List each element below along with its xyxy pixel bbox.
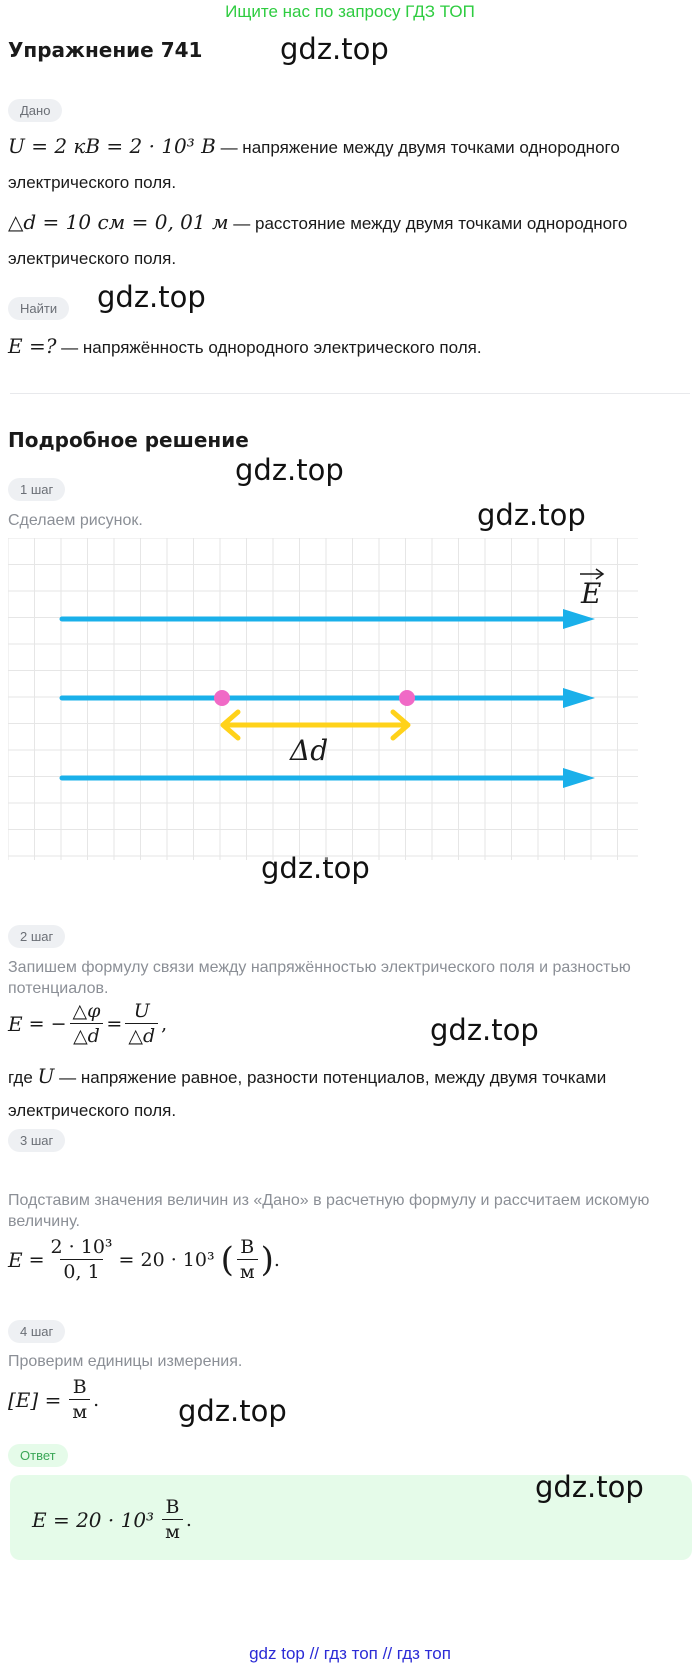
distance-formula: △d = 10 см = 0, 01 м (8, 210, 229, 234)
find-badge: Найти (8, 297, 69, 320)
formula-end: . (273, 1248, 280, 1271)
step1-badge: 1 шаг (8, 478, 65, 501)
where-var: U (37, 1064, 55, 1088)
field-line (62, 688, 595, 708)
fraction (70, 1000, 104, 1047)
e-label: E (581, 577, 602, 610)
step3-badge: 3 шаг (8, 1129, 65, 1152)
step4-text: Проверим единицы измерения. (8, 1353, 243, 1370)
watermark: gdz.top (235, 453, 344, 487)
section-divider (10, 393, 690, 394)
fraction (125, 1000, 158, 1047)
formula-op: = (106, 1012, 123, 1035)
given-voltage (8, 136, 620, 158)
answer-formula (32, 1496, 192, 1543)
step3-text: Подставим значения величин из «Дано» в расчетную формулу и рассчитаем искомую (8, 1192, 650, 1209)
step4-badge: 4 шаг (8, 1320, 65, 1343)
step2-formula (8, 1000, 167, 1047)
answer-badge: Ответ (8, 1444, 68, 1467)
step2-text: Запишем формулу связи между напряжённостью электрического поля и разностью (8, 959, 631, 976)
right-paren: ) (260, 1239, 274, 1280)
unit-fraction (162, 1496, 183, 1543)
voltage-description: — напряжение между двумя точками однородного (220, 138, 620, 157)
formula-left: [E] = (8, 1387, 62, 1412)
formula-op: = 20 · 10³ (118, 1248, 215, 1271)
step2-text-cont: потенциалов. (8, 980, 109, 997)
watermark: gdz.top (280, 32, 389, 66)
numerator: 2 · 10³ (50, 1236, 113, 1258)
watermark: gdz.top (477, 498, 586, 532)
fraction (48, 1236, 116, 1283)
formula-end: . (185, 1508, 192, 1531)
denominator: 0, 1 (60, 1259, 102, 1283)
field-line (62, 609, 595, 629)
point-a (214, 690, 230, 706)
formula-op: = − (28, 1012, 67, 1035)
step2-where (8, 1066, 606, 1088)
numerator: △φ (72, 1000, 101, 1022)
unit-denominator: м (69, 1399, 90, 1423)
step1-text: Сделаем рисунок. (8, 512, 143, 529)
given-distance (8, 212, 627, 234)
find-formula: E =? (8, 334, 57, 358)
exercise-title: Упражнение 741 (8, 38, 203, 62)
step3-formula (8, 1236, 280, 1283)
formula-var: E (8, 1011, 23, 1036)
step3-text-cont: величину. (8, 1213, 80, 1230)
formula-left: E = 20 · 10³ (32, 1507, 155, 1532)
footer-links[interactable]: gdz top // гдз топ // гдз топ (249, 1644, 451, 1663)
given-distance-cont: электрического поля. (8, 249, 177, 268)
watermark: gdz.top (430, 1013, 539, 1047)
field-diagram (8, 538, 638, 860)
unit-fraction (69, 1376, 90, 1423)
denominator: △d (70, 1023, 103, 1047)
step4-formula (8, 1376, 99, 1423)
watermark: gdz.top (535, 1470, 644, 1504)
find-description: — напряжённость однородного электрического поля. (61, 338, 482, 357)
unit-denominator: м (162, 1519, 183, 1543)
watermark: gdz.top (261, 851, 370, 885)
delta-d-label: Δd (290, 734, 329, 767)
formula-op: = (28, 1248, 45, 1271)
find-line (8, 336, 482, 358)
distance-description: — расстояние между двумя точками однородного (233, 214, 628, 233)
formula-end: . (93, 1388, 100, 1411)
formula-end: , (161, 1012, 168, 1035)
voltage-formula: U = 2 кВ = 2 · 10³ В (8, 134, 216, 158)
given-voltage-cont: электрического поля. (8, 173, 177, 192)
formula-var: E (8, 1247, 23, 1272)
step2-badge: 2 шаг (8, 925, 65, 948)
unit-numerator: В (240, 1236, 255, 1258)
solution-heading: Подробное решение (8, 428, 249, 452)
unit-denominator: м (237, 1259, 258, 1283)
unit-numerator: В (165, 1496, 180, 1518)
given-badge: Дано (8, 99, 62, 122)
left-paren: ( (220, 1239, 234, 1280)
point-b (399, 690, 415, 706)
unit-numerator: В (72, 1376, 87, 1398)
field-line (62, 768, 595, 788)
watermark: gdz.top (178, 1394, 287, 1428)
step2-where-cont: электрического поля. (8, 1101, 177, 1120)
unit-fraction (237, 1236, 258, 1283)
where-prefix: где (8, 1068, 33, 1087)
numerator: U (133, 1000, 150, 1022)
search-banner: Ищите нас по запросу ГДЗ ТОП (225, 2, 475, 21)
where-text: — напряжение равное, разности потенциалов, между двумя точками (59, 1068, 607, 1087)
denominator: △d (125, 1023, 158, 1047)
watermark: gdz.top (97, 280, 206, 314)
